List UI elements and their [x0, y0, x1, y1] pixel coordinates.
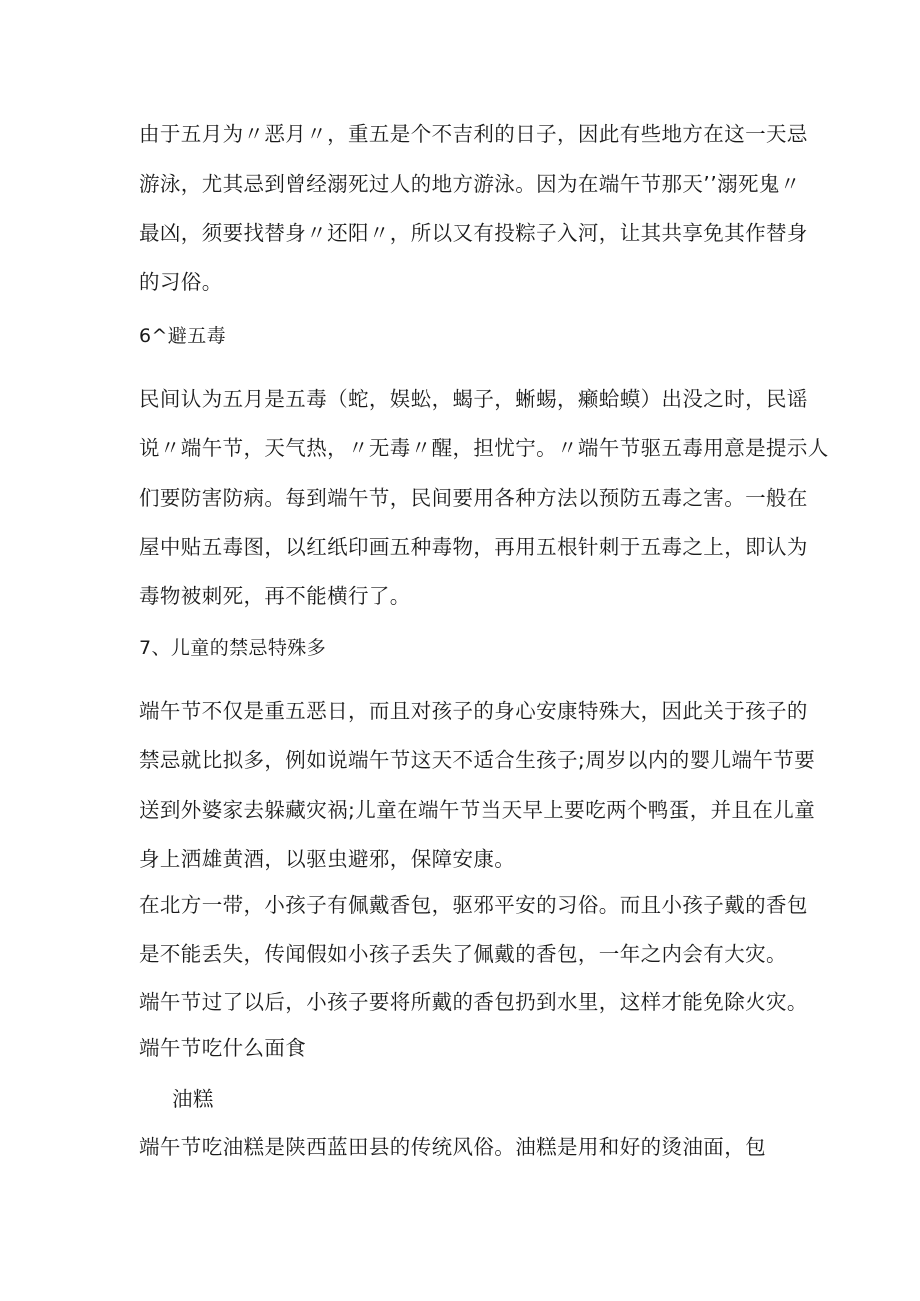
paragraph-line: 的习俗。 — [139, 270, 223, 294]
paragraph-line: 禁忌就比拟多，例如说端午节这天不适合生孩子;周岁以内的婴儿端午节要 — [139, 748, 816, 772]
paragraph-line: 送到外婆家去躲藏灾祸;儿童在端午节当天早上要吃两个鸭蛋，并且在儿童 — [139, 798, 816, 822]
paragraph-line: 游泳，尤其忌到曾经溺死过人的地方游泳。因为在端午节那天’’溺死鬼〃 — [139, 172, 801, 196]
paragraph-line: 民间认为五月是五毒（蛇，娱蚣，蝎子，蜥蜴，癞蛤蟆）出没之时，民谣 — [139, 387, 808, 411]
paragraph-line: 毒物被刺死，再不能横行了。 — [139, 584, 411, 608]
paragraph-line: 端午节过了以后，小孩子要将所戴的香包扔到水里，这样才能免除火灾。 — [139, 990, 808, 1014]
paragraph-line: 说〃端午节，天气热，〃无毒〃醒，担忧宁。〃端午节驱五毒用意是提示人 — [139, 436, 829, 460]
paragraph-line: 端午节吃油糕是陕西蓝田县的传统风俗。油糕是用和好的烫油面，包 — [139, 1135, 766, 1159]
paragraph-line: 屋中贴五毒图，以红纸印画五种毒物，再用五根针刺于五毒之上，即认为 — [139, 535, 808, 559]
paragraph-line: 由于五月为〃恶月〃，重五是个不吉利的日子，因此有些地方在这一天忌 — [139, 122, 808, 146]
paragraph-line: 在北方一带，小孩子有佩戴香包，驱邪平安的习俗。而且小孩子戴的香包 — [139, 893, 808, 917]
paragraph-line: 们要防害防病。每到端午节，民间要用各种方法以预防五毒之害。一般在 — [139, 486, 808, 510]
paragraph-line: 端午节不仅是重五恶日，而且对孩子的身心安康特殊大，因此关于孩子的 — [139, 699, 808, 723]
paragraph-line: 是不能丢失，传闻假如小孩子丢失了佩戴的香包，一年之内会有大灾。 — [139, 942, 787, 966]
paragraph-line: 最凶，须要找替身〃还阳〃，所以又有投粽子入河，让其共享免其作替身 — [139, 221, 808, 245]
section-heading: 端午节吃什么面食 — [139, 1036, 307, 1060]
section-heading: 6^避五毒 — [139, 325, 227, 347]
subsection-heading: 油糕 — [172, 1087, 214, 1111]
paragraph-line: 身上洒雄黄酒，以驱虫避邪，保障安康。 — [139, 847, 516, 871]
section-heading: 7、儿童的禁忌特殊多 — [139, 637, 327, 659]
